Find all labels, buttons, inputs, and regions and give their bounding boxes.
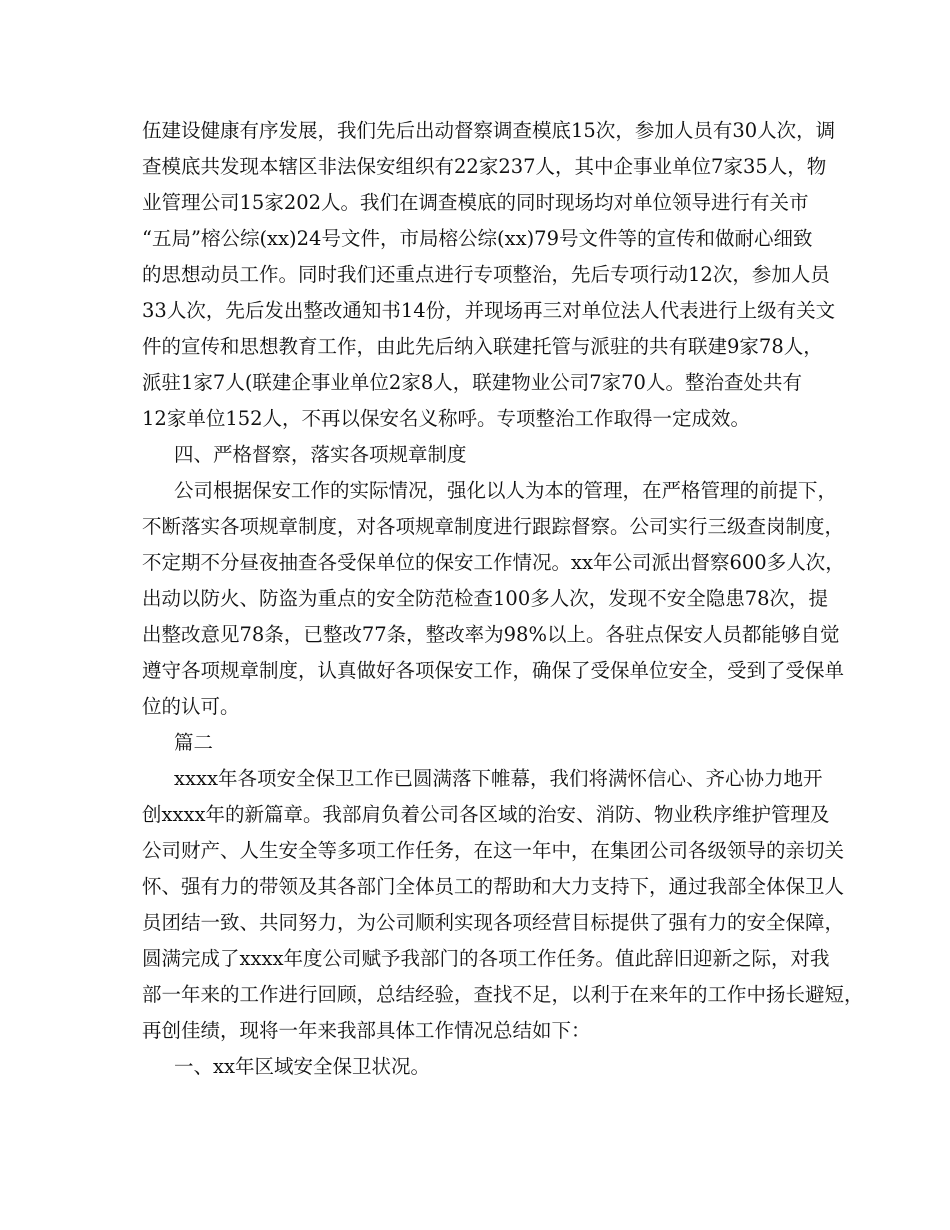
text-line: 33人次，先后发出整改通知书14份，并现场再三对单位法人代表进行上级有关文: [142, 299, 836, 322]
text-line: 创xxxx年的新篇章。我部肩负着公司各区域的治安、消防、物业秩序维护管理及: [142, 803, 830, 826]
text-line: “五局”榕公综(xx)24号文件，市局榕公综(xx)79号文件等的宣传和做耐心细致: [142, 227, 813, 250]
text-line: 的思想动员工作。同时我们还重点进行专项整治，先后专项行动12次，参加人员: [142, 263, 830, 286]
text-line: 出动以防火、防盗为重点的安全防范检查100多人次，发现不安全隐患78次，提: [142, 587, 829, 610]
text-line: 一、xx年区域安全保卫状况。: [174, 1055, 430, 1078]
text-line: 派驻1家7人(联建企事业单位2家8人，联建物业公司7家70人。整治查处共有: [142, 371, 802, 394]
text-line: 查模底共发现本辖区非法保安组织有22家237人，其中企事业单位7家35人，物: [142, 155, 827, 178]
text-line: 12家单位152人，不再以保安名义称呼。专项整治工作取得一定成效。: [142, 407, 751, 430]
text-line: 不断落实各项规章制度，对各项规章制度进行跟踪督察。公司实行三级查岗制度，: [142, 515, 845, 538]
text-line: 伍建设健康有序发展，我们先后出动督察调查模底15次，参加人员有30人次，调: [142, 119, 836, 142]
text-line: xxxx年各项安全保卫工作已圆满落下帷幕，我们将满怀信心、齐心协力地开: [174, 767, 823, 790]
text-line: 再创佳绩，现将一年来我部具体工作情况总结如下：: [142, 1019, 591, 1042]
document-body: [142, 113, 864, 1085]
text-line: 位的认可。: [142, 695, 240, 718]
text-line: 圆满完成了xxxx年度公司赋予我部门的各项工作任务。值此辞旧迎新之际，对我: [142, 947, 830, 970]
text-line: 公司根据保安工作的实际情况，强化以人为本的管理，在严格管理的前提下，: [174, 479, 838, 502]
text-line: 业管理公司15家202人。我们在调查模底的同时现场均对单位领导进行有关市: [142, 191, 809, 214]
text-line: 四、严格督察，落实各项规章制度: [174, 443, 467, 466]
text-line: 怀、强有力的带领及其各部门全体员工的帮助和大力支持下，通过我部全体保卫人: [142, 875, 845, 898]
text-line: 件的宣传和思想教育工作，由此先后纳入联建托管与派驻的共有联建9家78人，: [142, 335, 823, 358]
text-line: 遵守各项规章制度，认真做好各项保安工作，确保了受保单位安全，受到了受保单: [142, 659, 845, 682]
text-line: 员团结一致、共同努力，为公司顺利实现各项经营目标提供了强有力的安全保障，: [142, 911, 845, 934]
text-line: 出整改意见78条，已整改77条，整改率为98%以上。各驻点保安人员都能够自觉: [142, 623, 840, 646]
text-line: 公司财产、人生安全等多项工作任务，在这一年中，在集团公司各级领导的亲切关: [142, 839, 845, 862]
text-line: 篇二: [174, 731, 214, 754]
text-line: 部一年来的工作进行回顾，总结经验，查找不足，以利于在来年的工作中扬长避短，: [142, 983, 864, 1006]
text-line: 不定期不分昼夜抽查各受保单位的保安工作情况。xx年公司派出督察600多人次，: [142, 551, 845, 574]
